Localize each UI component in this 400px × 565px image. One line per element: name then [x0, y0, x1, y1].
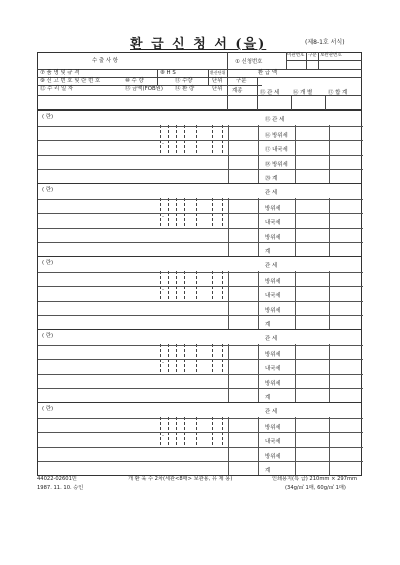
section-paren-label: ( 란)	[42, 260, 54, 266]
section-row	[38, 228, 363, 243]
supplement-number-label: 보완관번호	[320, 53, 342, 58]
section-row	[38, 447, 363, 462]
footer-date: 1987. 11. 10. 승인	[37, 485, 84, 491]
section-paren-label: ( 란)	[42, 187, 54, 193]
row-label: ⑮ 관 세	[265, 117, 285, 123]
row-label: 방위세	[265, 351, 281, 358]
row-label: 내국세	[265, 439, 281, 446]
conversion-unit-label: 환산단위	[210, 70, 226, 75]
refund-section	[37, 329, 362, 402]
dash-mark: -	[162, 287, 164, 293]
amount-fob-label: ⑬ 금액(FOB원)	[125, 86, 163, 92]
row-label: 내국세	[265, 366, 281, 373]
section-row	[38, 126, 363, 141]
section-row	[38, 432, 363, 447]
category-label: 구분	[308, 53, 317, 58]
quantity-label: ⑩ 수 량	[125, 78, 144, 84]
row-label: 계	[265, 468, 271, 475]
type-label: 계종	[232, 88, 243, 94]
section-row	[38, 155, 363, 170]
unit2-label: 단위	[212, 86, 223, 92]
refund-section	[37, 402, 362, 475]
amount2-label: ⑭ 환 량	[175, 86, 195, 92]
hs-label: ⑧ H S	[160, 70, 176, 76]
section-row	[38, 286, 363, 301]
transfer-number-label: 이관번호	[287, 53, 305, 58]
row-label: 방위세	[265, 453, 281, 460]
row-label: 방위세	[265, 278, 281, 285]
apply-number-label: ① 신청번호	[235, 59, 263, 65]
form-title: 환 급 신 청 서 (을)	[130, 37, 267, 52]
row-label: 방위세	[265, 205, 281, 212]
section-row	[38, 418, 363, 433]
footer-code: 44022-02601민	[37, 476, 77, 482]
row-label: 관 세	[265, 190, 278, 196]
row-label: 방위세	[265, 380, 281, 387]
row-label: 방위세	[265, 424, 281, 431]
section-row	[38, 111, 363, 126]
row-label: 계	[265, 322, 271, 329]
refund-section	[37, 183, 362, 256]
section-row	[38, 359, 363, 374]
row-label: ⑱ 방위세	[265, 161, 288, 168]
refund-section	[37, 110, 362, 183]
refund-amount-label: 환 급 액	[258, 70, 278, 76]
row-label: 관 세	[265, 409, 278, 415]
section-row	[38, 272, 363, 287]
export-items-label: 수 출 사 항	[92, 58, 118, 64]
section-row	[38, 403, 363, 418]
section-row	[38, 199, 363, 214]
row-label: 계	[265, 249, 271, 256]
section-row	[38, 140, 363, 155]
duty-header-label: ⑮ 관 세	[260, 90, 280, 96]
footer-paper2: (34g/㎡ 1매, 60g/㎡ 1매)	[285, 485, 346, 491]
row-label: 내국세	[265, 293, 281, 300]
section-row	[38, 184, 363, 199]
row-label: 방위세	[265, 307, 281, 314]
form-number: (제8-1호 서식)	[305, 39, 345, 46]
section-row	[38, 345, 363, 360]
row-label: 관 세	[265, 263, 278, 269]
row-label: 내국세	[265, 220, 281, 227]
row-label: ⑯ 방위세	[265, 132, 288, 139]
section-row	[38, 330, 363, 345]
row-label: 관 세	[265, 336, 278, 342]
declaration-number-label: ⑨ 신 고 번 호 및 란 번 호	[40, 78, 101, 84]
section-paren-label: ( 란)	[42, 114, 54, 120]
row-label: 계	[265, 395, 271, 402]
unit-label: 단위	[212, 78, 223, 84]
row-label: 방위세	[265, 234, 281, 241]
footer-paper: 인쇄용지(특 급) 210mm × 297mm	[272, 476, 358, 482]
section-row	[38, 213, 363, 228]
specs-label: ⑦ 품 명 및 규 격	[40, 70, 80, 76]
section-label: 구분	[236, 78, 247, 84]
dash-mark: -	[162, 433, 164, 439]
footer-note: 개 환 육 수 2차(세관<8매> 보관용, 유 제 용)	[128, 476, 233, 482]
dash-mark: -	[162, 214, 164, 220]
row-label: ⑳ 계	[265, 176, 278, 183]
section-row	[38, 374, 363, 389]
grand-total-label: ⑰ 합 계	[328, 90, 348, 96]
dash-mark: -	[162, 141, 164, 147]
row-label: ⑰ 내국세	[265, 147, 288, 154]
item-total-label: ⑯ 개 별	[293, 90, 313, 96]
section-row	[38, 301, 363, 316]
dash-mark: -	[162, 360, 164, 366]
section-paren-label: ( 란)	[42, 333, 54, 339]
section-row	[38, 257, 363, 272]
section-paren-label: ( 란)	[42, 406, 54, 412]
quantity-b-label: ⑪ 수량	[175, 78, 193, 84]
refund-section	[37, 256, 362, 329]
receipt-date-label: ⑫ 수 리 일 자	[40, 86, 74, 92]
